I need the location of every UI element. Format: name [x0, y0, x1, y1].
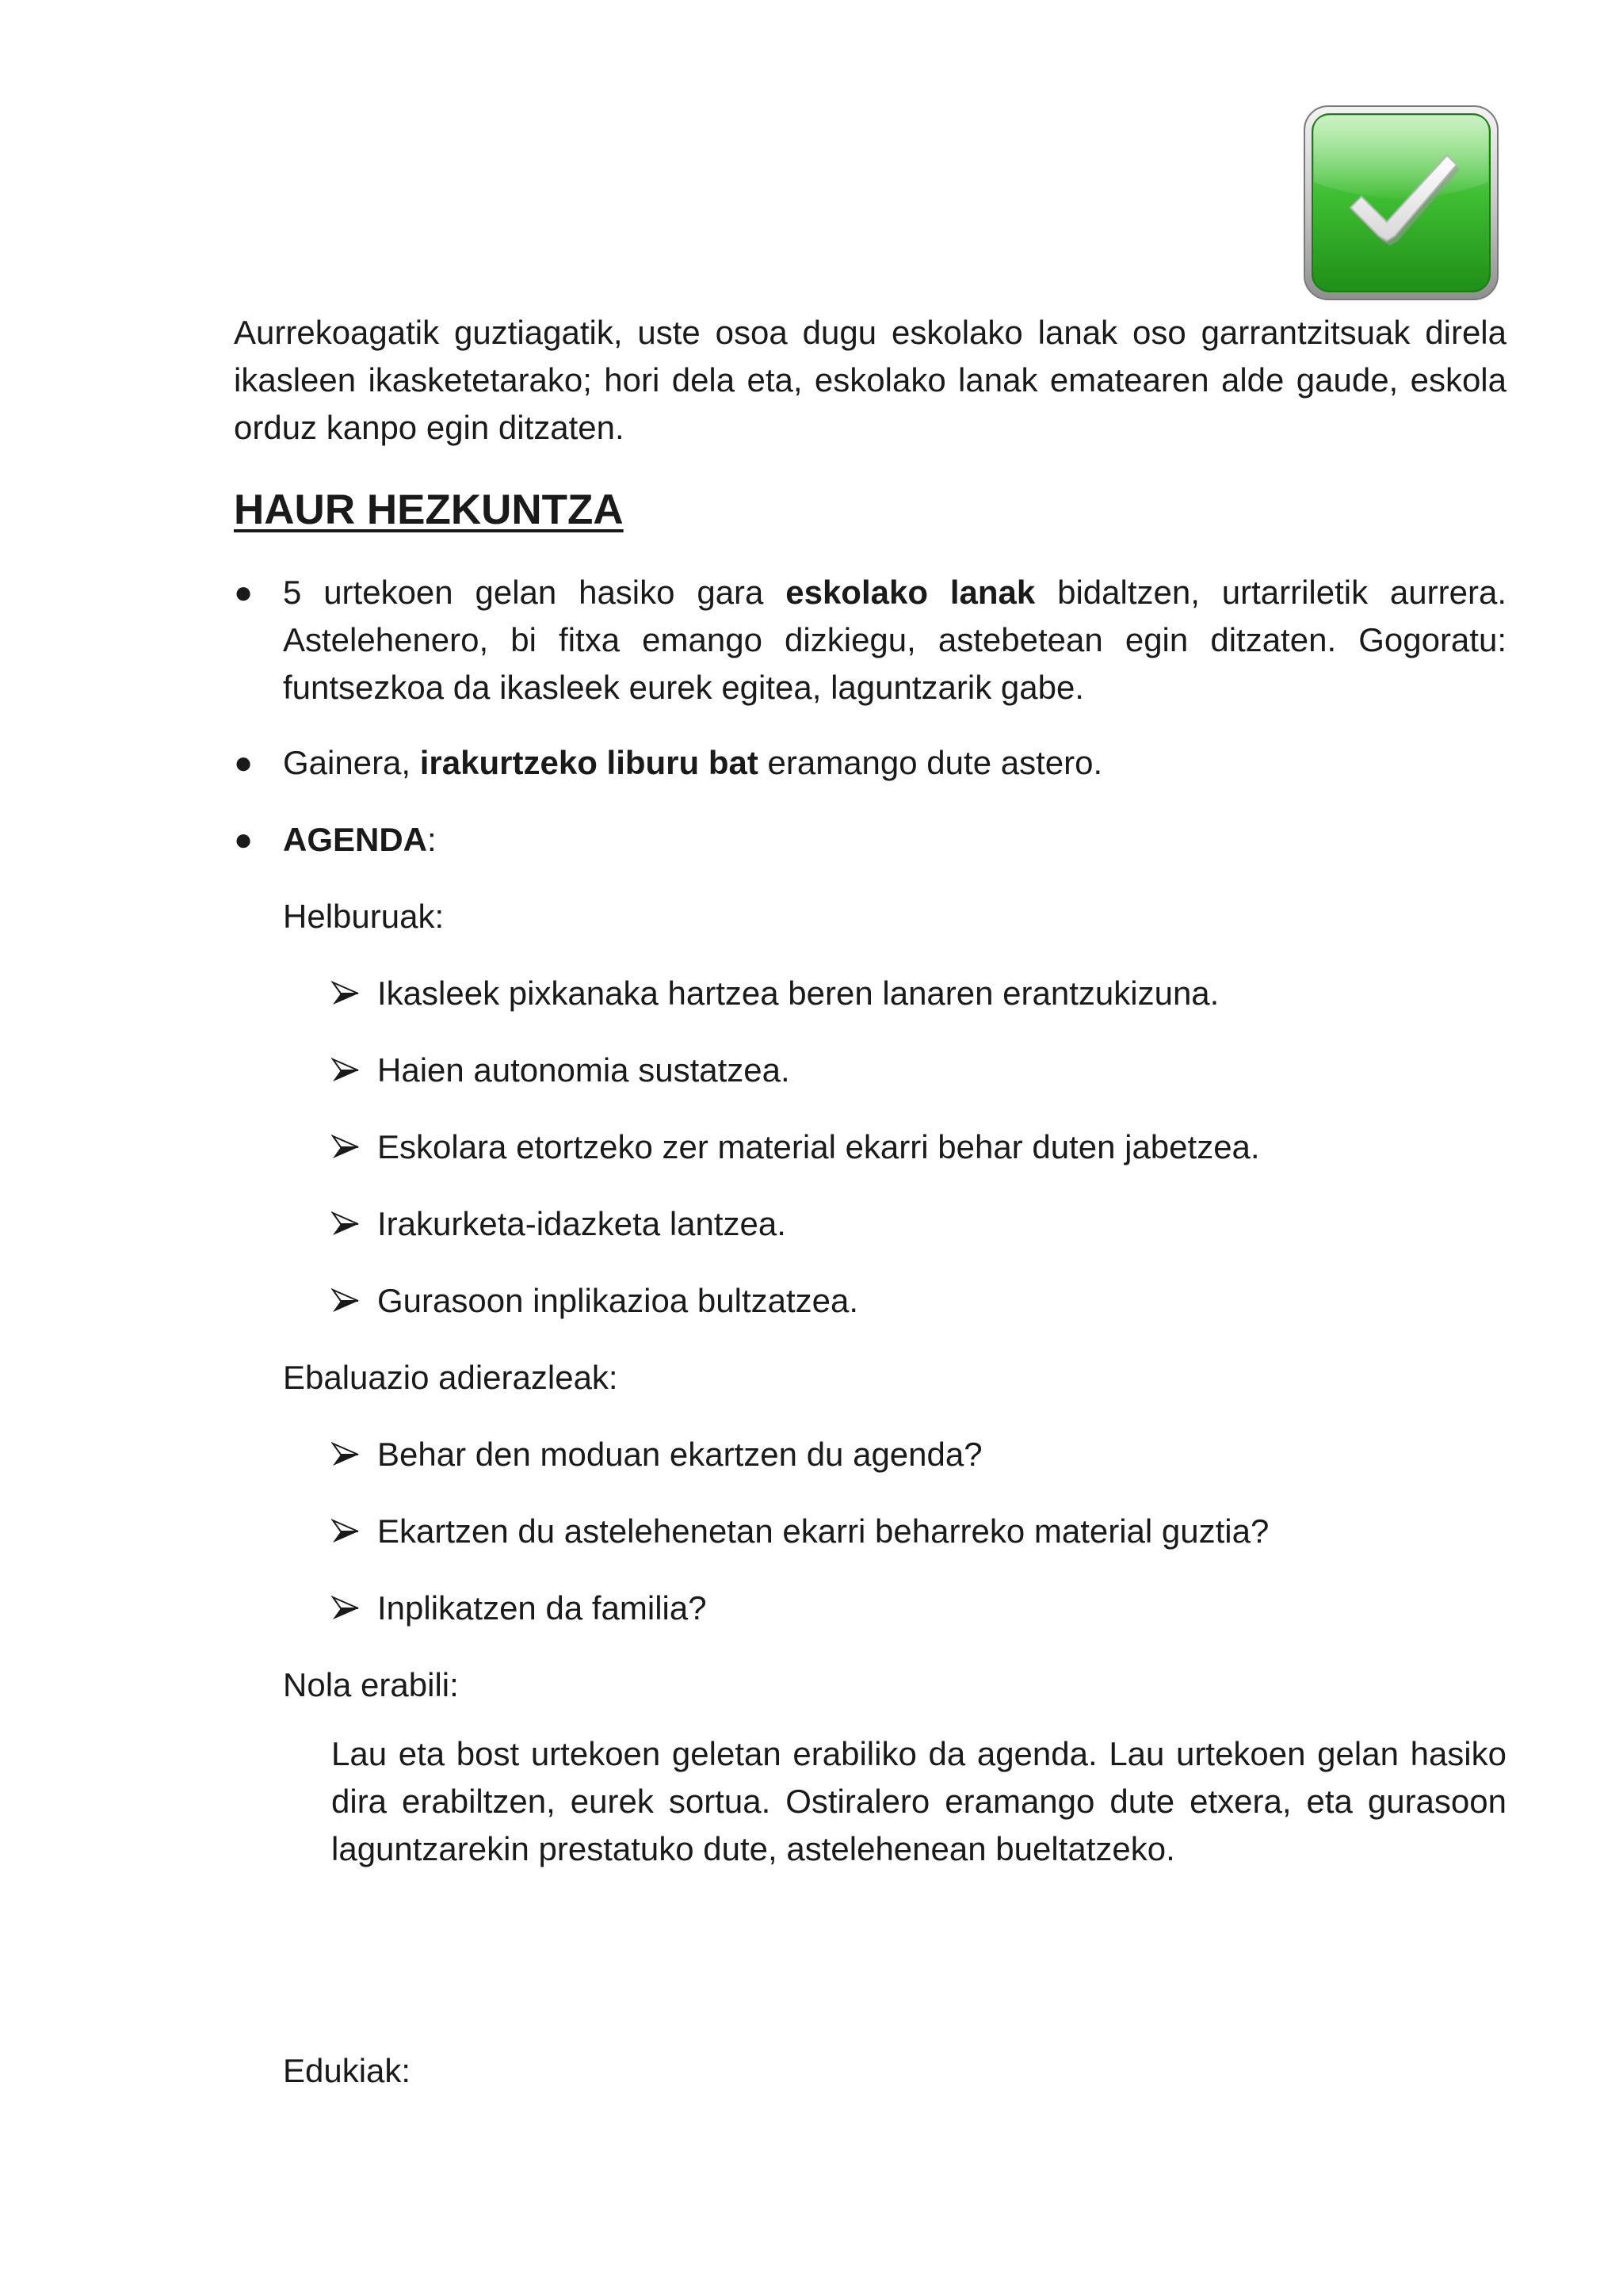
objective-item: [331, 970, 1507, 1017]
objective-text: Ikasleek pixkanaka hartzea beren lanaren erantzukizuna.: [377, 974, 1220, 1012]
objectives-label: Helburuak:: [283, 898, 445, 935]
objective-item: [331, 1200, 1507, 1248]
bullet-dot-icon: ●: [234, 822, 254, 857]
indicator-text: Inplikatzen da familia?: [377, 1589, 707, 1627]
bullet-dot-icon: ●: [234, 746, 254, 780]
objective-text: Irakurketa-idazketa lantzea.: [377, 1205, 786, 1242]
arrowhead-icon: [331, 1200, 363, 1248]
bullet-item: [234, 816, 1507, 864]
arrowhead-icon: [331, 1585, 363, 1632]
bullet-item: [234, 739, 1507, 787]
indicator-item: [331, 1508, 1507, 1555]
arrowhead-icon: [331, 1508, 363, 1555]
objective-item: [331, 1277, 1507, 1325]
indicator-text: Ekartzen du astelehenetan ekarri beharreko material guztia?: [377, 1512, 1270, 1550]
checkmark-icon: [1301, 103, 1501, 303]
bullet-text: 5 urtekoen gelan hasiko gara eskolako lanak bidaltzen, urtarriletik aurrera. Astelehenero, bi fitxa emango dizkiegu, astebetean egin ditzaten. Gogoratu: funtsezkoa da ikasleek eurek egitea, laguntzarik gabe.: [283, 574, 1507, 706]
arrowhead-icon: [331, 1277, 363, 1325]
bullet-text: Gainera, irakurtzeko liburu bat eramango dute astero.: [283, 744, 1103, 781]
intro-paragraph: Aurrekoagatik guztiagatik, uste osoa dugu eskolako lanak oso garrantzitsuak direla ikasleen ikasketetarako; hori dela eta, eskolako lanak ematearen alde gaude, eskola orduz kanpo egin ditzaten.: [234, 314, 1507, 446]
bullet-text: AGENDA:: [283, 821, 437, 858]
objective-item: [331, 1047, 1507, 1094]
objective-text: Eskolara etortzeko zer material ekarri behar duten jabetzea.: [377, 1128, 1260, 1165]
arrowhead-icon: [331, 1047, 363, 1094]
indicator-text: Behar den moduan ekartzen du agenda?: [377, 1436, 983, 1473]
contents-label: Edukiak:: [283, 2052, 411, 2089]
indicators-label: Ebaluazio adierazleak:: [283, 1359, 618, 1396]
objective-text: Haien autonomia sustatzea.: [377, 1051, 790, 1089]
objective-item: [331, 1123, 1507, 1171]
indicator-item: [331, 1585, 1507, 1632]
bullet-item: [234, 569, 1507, 711]
arrowhead-icon: [331, 1123, 363, 1171]
section-heading: HAUR HEZKUNTZA: [234, 486, 624, 533]
arrowhead-icon: [331, 1431, 363, 1478]
bullet-dot-icon: ●: [234, 575, 254, 610]
indicator-item: [331, 1431, 1507, 1478]
objective-text: Gurasoon inplikazioa bultzatzea.: [377, 1282, 859, 1319]
arrowhead-icon: [331, 970, 363, 1017]
usage-paragraph: Lau eta bost urtekoen geletan erabiliko da agenda. Lau urtekoen gelan hasiko dira erabiltzen, eurek sortua. Ostiralero eramango dute etxera, eta gurasoon laguntzarekin prestatuko dute, astelehenean bueltatzeko.: [331, 1735, 1507, 1867]
usage-label: Nola erabili:: [283, 1666, 459, 1703]
